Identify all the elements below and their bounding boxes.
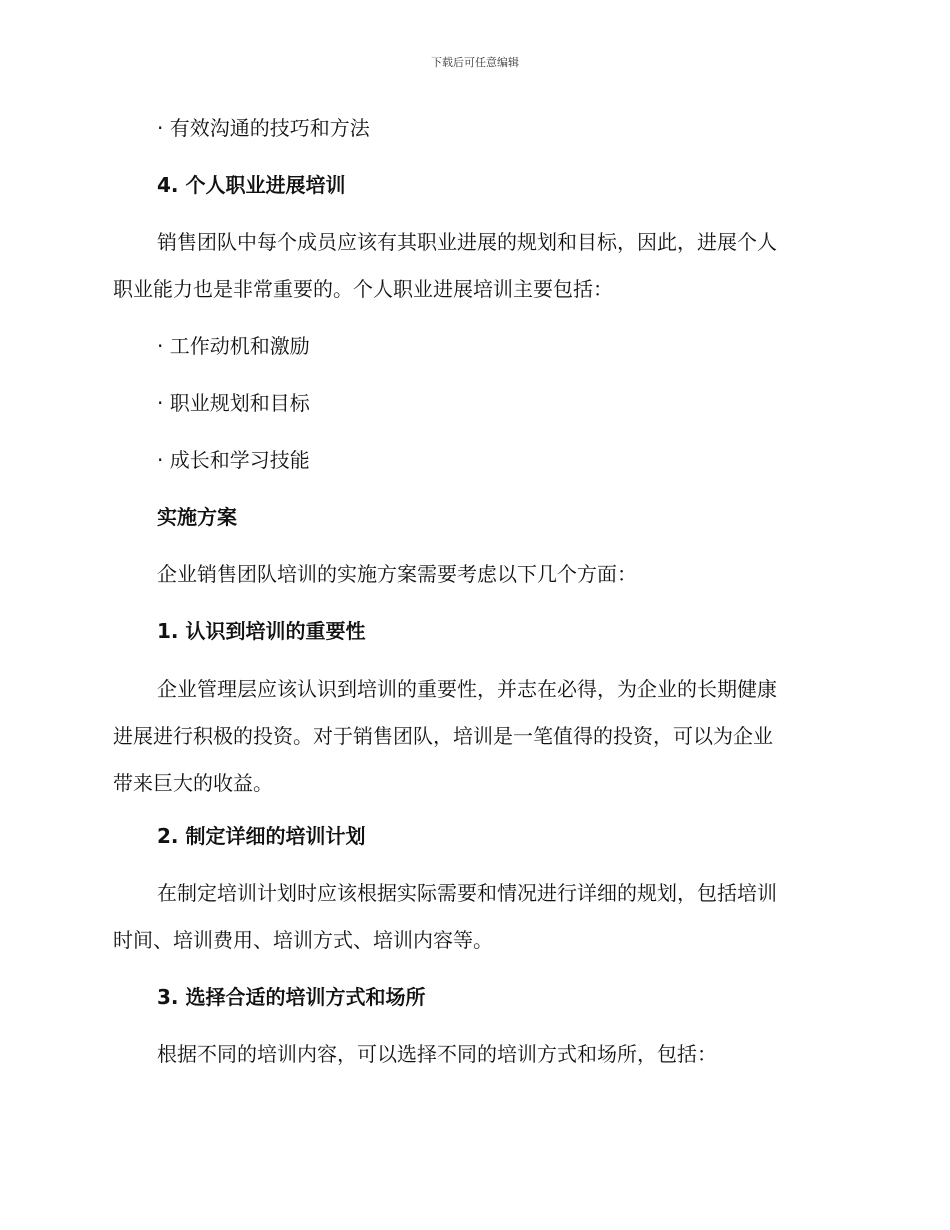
- bullet-item: [113, 323, 843, 370]
- paragraph: [113, 666, 843, 807]
- text-line: 企业管理层应该认识到培训的重要性，并志在必得，为企业的长期健康: [157, 677, 777, 701]
- text-line: 实施方案: [157, 505, 237, 529]
- text-line: · 职业规划和目标: [157, 391, 310, 415]
- text-line: 带来巨大的收益。: [113, 771, 273, 795]
- section-heading: [113, 974, 843, 1021]
- page-header: 下载后可任意编辑: [431, 56, 519, 69]
- text-line: 3. 选择合适的培训方式和场所: [157, 985, 426, 1009]
- text-line: 进展进行积极的投资。对于销售团队，培训是一笔值得的投资，可以为企业: [113, 724, 773, 748]
- bullet-item: [113, 380, 843, 427]
- text-line: · 成长和学习技能: [157, 448, 310, 472]
- paragraph: [113, 870, 843, 964]
- text-line: 销售团队中每个成员应该有其职业进展的规划和目标，因此，进展个人: [157, 230, 777, 254]
- bullet-item: [113, 105, 843, 152]
- text-line: 根据不同的培训内容，可以选择不同的培训方式和场所，包括：: [157, 1042, 717, 1066]
- section-heading: [113, 162, 843, 209]
- text-line: 1. 认识到培训的重要性: [157, 619, 366, 643]
- text-line: 2. 制定详细的培训计划: [157, 824, 366, 848]
- paragraph: [113, 219, 843, 313]
- section-heading: [113, 494, 843, 541]
- paragraph: [113, 551, 843, 598]
- text-line: 在制定培训计划时应该根据实际需要和情况进行详细的规划，包括培训: [157, 881, 777, 905]
- text-line: 企业销售团队培训的实施方案需要考虑以下几个方面：: [157, 562, 637, 586]
- section-heading: [113, 813, 843, 860]
- text-line: · 有效沟通的技巧和方法: [157, 116, 370, 140]
- text-line: 职业能力也是非常重要的。个人职业进展培训主要包括：: [113, 277, 613, 301]
- paragraph: [113, 1031, 843, 1078]
- text-line: 时间、培训费用、培训方式、培训内容等。: [113, 928, 493, 952]
- section-heading: [113, 608, 843, 655]
- text-line: · 工作动机和激励: [157, 334, 310, 358]
- text-line: 4. 个人职业进展培训: [157, 173, 346, 197]
- bullet-item: [113, 437, 843, 484]
